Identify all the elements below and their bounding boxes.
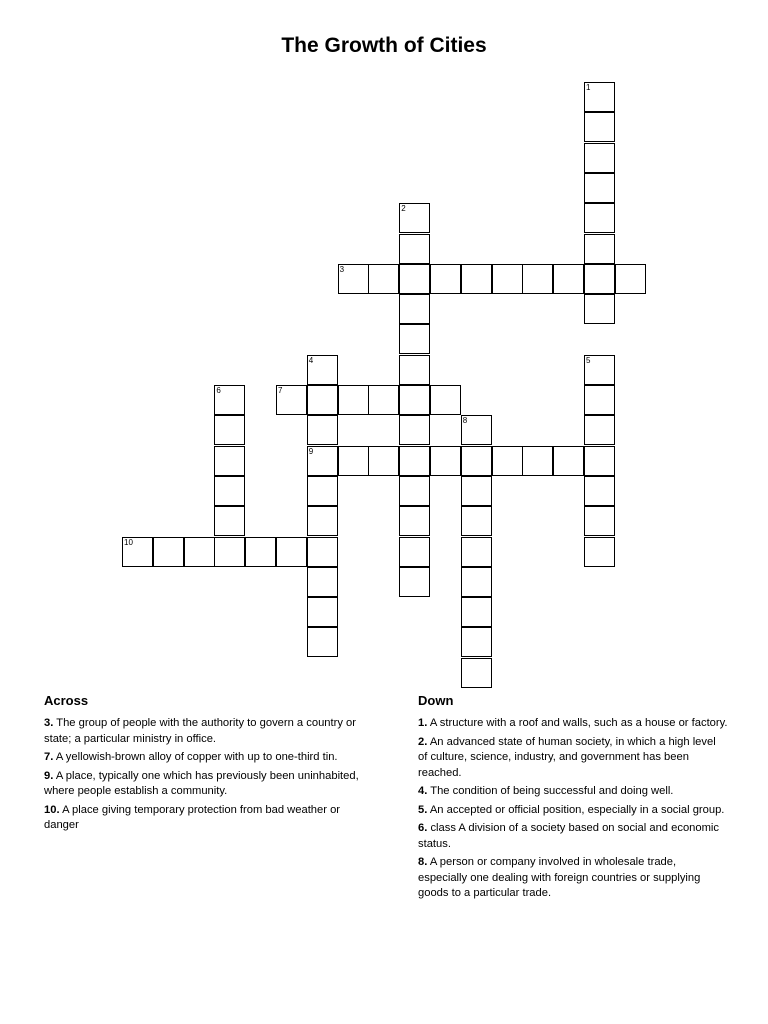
clue-number: 8. [418,856,428,868]
down-clues [418,693,728,905]
clue-text: A place giving temporary protection from bad weather or danger [44,803,341,831]
grid-cell[interactable] [245,537,276,567]
grid-cell[interactable] [307,476,338,506]
grid-cell[interactable] [584,234,615,264]
clue-text: class A division of a society based on social and economic status. [418,822,720,850]
grid-cell[interactable] [307,597,338,627]
grid-cell[interactable] [461,537,492,567]
clue-number: 10. [44,803,60,816]
grid-cell[interactable] [461,597,492,627]
grid-cell[interactable] [338,385,369,415]
grid-cell[interactable] [307,627,338,657]
grid-cell[interactable] [399,355,430,385]
grid-cell[interactable] [461,627,492,657]
cell-number: 8 [462,416,468,426]
grid-cell[interactable] [399,294,430,324]
grid-cell[interactable] [584,537,615,567]
clue-down-6 [418,821,728,852]
grid-cell[interactable] [307,506,338,536]
grid-cell[interactable] [553,264,584,294]
cell-number: 10 [124,537,133,547]
cell-number: 4 [308,355,314,365]
grid-cell[interactable] [461,658,492,688]
page-title: The Growth of Cities [281,34,487,57]
grid-cell[interactable] [461,415,492,445]
grid-cell[interactable] [584,446,615,476]
down-heading: Down [418,693,454,708]
cell-number: 1 [586,83,591,92]
grid-cell[interactable] [214,446,245,476]
grid-cell[interactable] [492,264,523,294]
grid-cell[interactable] [584,476,615,506]
grid-cell[interactable] [368,264,399,294]
cell-number: 6 [216,386,221,395]
clue-down-5 [418,803,728,819]
grid-cell[interactable] [368,446,399,476]
grid-cell[interactable] [307,385,338,415]
across-clues [44,693,364,837]
grid-cell[interactable] [214,506,245,536]
grid-cell[interactable] [307,567,338,597]
clue-number: 3. [44,717,54,729]
clue-down-8 [418,855,728,902]
cell-number: 5 [586,355,591,365]
clue-down-4 [418,784,728,800]
grid-cell[interactable] [307,537,338,567]
across-heading: Across [44,693,89,708]
clue-text: An advanced state of human society, in which a high level of culture, science, industry, and government has been reached. [418,735,716,779]
grid-cell[interactable] [307,415,338,445]
grid-cell[interactable] [615,264,646,294]
clue-number: 7. [44,751,54,763]
grid-cell[interactable] [399,476,430,506]
grid-cell[interactable] [584,143,615,173]
clue-across-7 [44,750,364,766]
cell-number: 2 [401,204,406,214]
clue-text: The group of people with the authority to govern a country or state; a particular ministry in office. [44,717,357,745]
grid-cell[interactable] [399,264,430,294]
clue-text: A person or company involved in wholesale trade, especially one dealing with foreign countries or supplying goods to a particular trade. [418,856,701,899]
grid-cell[interactable] [492,446,523,476]
grid-cell[interactable] [399,385,430,415]
grid-cell[interactable] [584,264,615,294]
grid-cell[interactable] [399,506,430,536]
grid-cell[interactable] [584,82,615,112]
grid-cell[interactable] [430,385,461,415]
grid-cell[interactable] [430,264,461,294]
grid-cell[interactable] [584,173,615,203]
grid-cell[interactable] [584,415,615,445]
cell-number: 3 [339,264,345,274]
grid-cell[interactable] [276,537,307,567]
grid-cell[interactable] [584,506,615,536]
grid-cell[interactable] [214,537,245,567]
clue-text: A structure with a roof and walls, such as a house or factory. [429,717,728,729]
grid-cell[interactable] [584,203,615,233]
clue-number: 2. [418,735,428,748]
grid-cell[interactable] [307,446,338,476]
grid-cell[interactable] [522,446,553,476]
grid-cell[interactable] [461,446,492,476]
grid-cell[interactable] [461,567,492,597]
clue-across-9 [44,769,364,800]
grid-cell[interactable] [399,324,430,354]
clue-across-10 [44,803,364,834]
grid-cell[interactable] [584,112,615,142]
grid-cell[interactable] [584,294,615,324]
clue-number: 5. [418,803,428,816]
clue-down-2 [418,735,728,782]
grid-cell[interactable] [399,415,430,445]
grid-cell[interactable] [584,385,615,415]
grid-cell[interactable] [461,264,492,294]
grid-cell[interactable] [214,385,245,415]
clue-down-1 [418,716,728,732]
clue-across-3 [44,716,364,747]
grid-cell[interactable] [553,446,584,476]
grid-cell[interactable] [430,446,461,476]
grid-cell[interactable] [307,355,338,385]
cell-number: 7 [278,386,283,395]
grid-cell[interactable] [184,537,215,567]
grid-cell[interactable] [122,537,153,567]
grid-cell[interactable] [214,415,245,445]
cell-number: 9 [308,446,314,456]
grid-cell[interactable] [153,537,184,567]
grid-cell[interactable] [584,355,615,385]
grid-cell[interactable] [338,264,369,294]
grid-cell[interactable] [461,476,492,506]
clue-number: 6. [418,822,428,834]
clue-text: A yellowish-brown alloy of copper with up to one-third tin. [55,751,338,763]
grid-cell[interactable] [338,446,369,476]
clue-text: A place, typically one which has previously been uninhabited, where people establish a community. [44,769,359,797]
grid-cell[interactable] [276,385,307,415]
grid-cell[interactable] [214,476,245,506]
grid-cell[interactable] [399,537,430,567]
grid-cell[interactable] [461,506,492,536]
grid-cell[interactable] [399,567,430,597]
clue-number: 4. [418,785,428,797]
clue-text: An accepted or official position, especially in a social group. [429,803,725,816]
grid-cell[interactable] [522,264,553,294]
clue-number: 9. [44,769,54,782]
grid-cell[interactable] [368,385,399,415]
clue-number: 1. [418,717,428,729]
grid-cell[interactable] [399,446,430,476]
clue-text: The condition of being successful and doing well. [430,785,674,797]
grid-cell[interactable] [399,203,430,233]
grid-cell[interactable] [399,234,430,264]
